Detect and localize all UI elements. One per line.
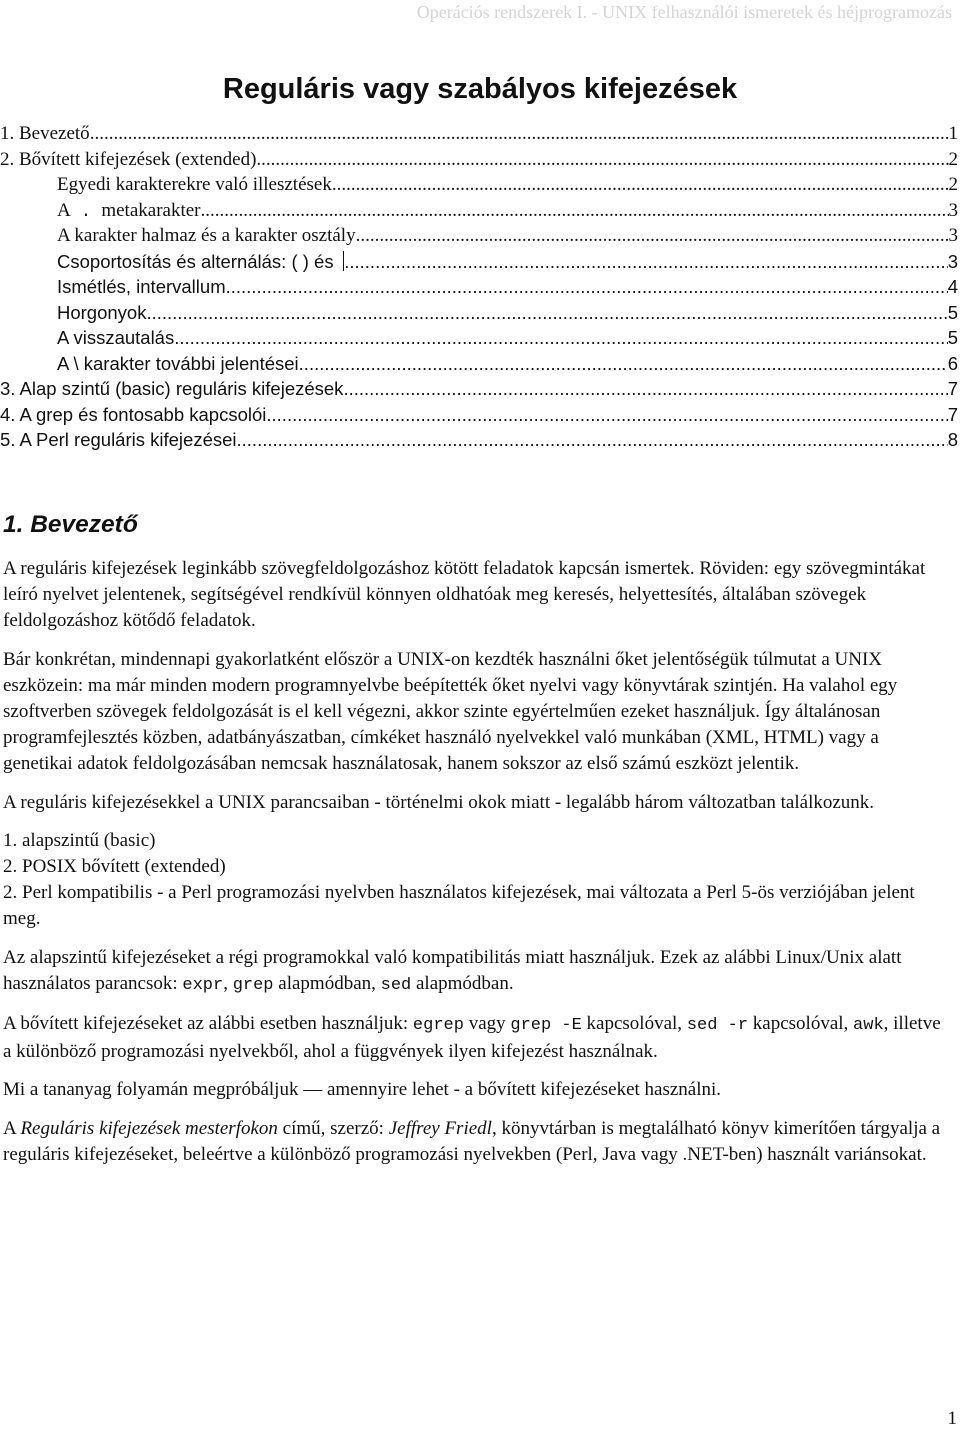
section-body bbox=[3, 556, 953, 1180]
toc-entry-page: 5 bbox=[947, 301, 958, 323]
toc-entry-page: 3 bbox=[948, 199, 958, 221]
toc-leader-dots bbox=[226, 274, 948, 300]
code-expr: expr bbox=[182, 975, 224, 995]
book-title: Reguláris kifejezések mesterfokon bbox=[20, 1117, 278, 1139]
toc-leader-dots bbox=[299, 351, 948, 377]
toc-entry[interactable] bbox=[0, 351, 958, 377]
toc-leader-dots bbox=[201, 198, 949, 224]
toc-entry-label: Egyedi karakterekre való illesztések bbox=[57, 174, 332, 195]
toc-entry[interactable] bbox=[0, 274, 958, 300]
toc-entry-label bbox=[0, 249, 344, 275]
paragraph bbox=[3, 1011, 953, 1065]
toc-leader-dots bbox=[332, 172, 949, 198]
toc-leader-dots bbox=[90, 121, 949, 147]
list-item: 1. alapszintű (basic) bbox=[3, 829, 156, 851]
toc-leader-dots bbox=[356, 223, 949, 249]
list-item: 2. POSIX bővített (extended) bbox=[3, 856, 226, 878]
toc-entry[interactable] bbox=[0, 223, 958, 249]
toc-entry-page: 2 bbox=[948, 174, 958, 195]
text-run: A bővített kifejezéseket az alábbi esetben használjuk: bbox=[3, 1013, 413, 1035]
toc-entry[interactable] bbox=[0, 300, 958, 326]
text-run: Az alapszintű kifejezéseket a régi programokkal való kompatibilitás miatt használjuk. Ezek az alábbi Linux/Unix alatt használatos parancsok: bbox=[3, 946, 902, 994]
toc-label-code: . bbox=[70, 202, 102, 222]
toc-label-part: A bbox=[57, 199, 71, 221]
code-grep: grep bbox=[232, 975, 274, 995]
toc-leader-dots bbox=[237, 427, 948, 453]
text-run: kapcsolóval, bbox=[748, 1013, 854, 1035]
text-run: , bbox=[223, 972, 233, 994]
text-run: kapcsolóval, bbox=[581, 1013, 687, 1035]
toc-entry-page: 6 bbox=[947, 352, 958, 374]
toc-entry-label: A karakter halmaz és a karakter osztály bbox=[57, 225, 356, 246]
paragraph bbox=[3, 1116, 953, 1168]
toc-leader-dots bbox=[343, 376, 947, 402]
toc-leader-dots bbox=[256, 147, 948, 173]
toc-label-part: Csoportosítás és alternálás: ( ) és bbox=[57, 250, 339, 272]
list-item: 2. Perl kompatibilis - a Perl programozási nyelvben használatos kifejezések, mai változata a Perl 5-ös verziójában jelent meg. bbox=[3, 882, 915, 930]
paragraph bbox=[3, 945, 953, 999]
text-run: című, szerző: bbox=[277, 1117, 389, 1139]
toc-leader-dots bbox=[174, 325, 947, 351]
code-sed: sed bbox=[380, 975, 412, 995]
toc-entry-page: 7 bbox=[947, 403, 958, 425]
toc-entry-label: 4. A grep és fontosabb kapcsolói bbox=[0, 403, 267, 425]
toc-entry-page: 8 bbox=[947, 429, 958, 450]
code-grep-e: grep -E bbox=[510, 1016, 582, 1036]
text-run: vagy bbox=[463, 1013, 511, 1035]
toc-entry-page: 3 bbox=[947, 250, 958, 272]
toc-entry[interactable] bbox=[0, 249, 958, 275]
toc-leader-dots bbox=[344, 249, 947, 275]
toc-entry[interactable] bbox=[0, 376, 958, 402]
toc-entry[interactable] bbox=[0, 427, 958, 453]
toc-entry-label: Horgonyok bbox=[57, 301, 147, 323]
paragraph: A reguláris kifejezések leginkább szövegfeldolgozáshoz kötött feladatok kapcsán ismertek. Röviden: egy szövegmintákat leíró nyelvet jelentenek, segítségével rendkívül könnyen oldhatóak meg keresés, helyettesítés, általában szövegek feldolgozáshoz kötődő feladatok. bbox=[3, 558, 926, 632]
toc-entry-page: 3 bbox=[948, 225, 958, 246]
toc-entry-label bbox=[0, 198, 201, 224]
toc-entry-label: A visszautalás bbox=[57, 327, 175, 348]
variant-list bbox=[3, 828, 953, 933]
text-run: , könyvtárban is megtalálható könyv kimerítően tárgyalja a reguláris kifejezéseket, beleértve a különböző programozási nyelvekben (Perl, Java vagy .NET-ben) használt variánsokat. bbox=[3, 1117, 941, 1165]
text-run: A bbox=[3, 1117, 21, 1139]
toc-entry-label: A \ karakter további jelentései bbox=[57, 352, 299, 374]
text-run: , illetve a különböző programozási nyelvekből, ahol a függvények ilyen kifejezést használnak. bbox=[3, 1013, 941, 1063]
toc-entry-page: 5 bbox=[947, 327, 958, 348]
code-awk: awk bbox=[853, 1016, 884, 1036]
code-sed-r: sed -r bbox=[686, 1016, 749, 1036]
text-run: alapmódban. bbox=[411, 972, 514, 994]
toc-entry-label: Ismétlés, intervallum bbox=[57, 276, 226, 297]
code-egrep: egrep bbox=[412, 1016, 464, 1036]
page-number: 1 bbox=[947, 1408, 957, 1429]
toc-entry-label: 3. Alap szintű (basic) reguláris kifejezések bbox=[0, 378, 344, 399]
document-title: Reguláris vagy szabályos kifejezések bbox=[222, 73, 738, 105]
toc-entry-page: 7 bbox=[947, 378, 958, 399]
toc-entry-label: 1. Bevezető bbox=[0, 123, 90, 144]
toc-entry-page: 2 bbox=[948, 148, 958, 170]
paragraph: Bár konkrétan, mindennapi gyakorlatként először a UNIX-on kezdték használni őket jelentőségük túlmutat a UNIX eszközein: ma már minden modern programnyelvbe beépítették őket nyelvi vagy könyvtárak szintjén. Ha valahol egy szoftverben szövegek feldolgozását is el kell végezni, akkor szinte egyértelműen ezeket használjuk. Így általánosan programfejlesztés közben, adatbányászatban, címkéket használó nyelvekkel való munkában (XML, HTML) vagy a genetikai adatok feldolgozásában nemcsak használatosak, hanem sokszor az első számú eszközt jelentik. bbox=[3, 648, 898, 775]
toc-entry[interactable] bbox=[0, 198, 958, 224]
table-of-contents bbox=[0, 121, 958, 453]
paragraph: Mi a tananyag folyamán megpróbáljuk — amennyire lehet - a bővített kifejezéseket használni. bbox=[3, 1079, 722, 1101]
toc-leader-dots bbox=[146, 300, 947, 326]
section-heading: 1. Bevezető bbox=[3, 511, 138, 538]
toc-entry[interactable] bbox=[0, 402, 958, 428]
toc-entry[interactable] bbox=[0, 121, 958, 147]
toc-leader-dots bbox=[266, 402, 947, 428]
toc-entry-label: 5. A Perl reguláris kifejezései bbox=[0, 429, 237, 450]
toc-label-part: metakarakter bbox=[101, 199, 201, 221]
toc-entry-page: 4 bbox=[947, 276, 958, 297]
text-run: alapmódban, bbox=[273, 972, 381, 994]
running-header: Operációs rendszerek I. - UNIX felhasználói ismeretek és héjprogramozás bbox=[416, 2, 952, 22]
author-name: Jeffrey Friedl bbox=[388, 1117, 492, 1139]
toc-entry[interactable] bbox=[0, 147, 958, 173]
toc-entry[interactable] bbox=[0, 325, 958, 351]
paragraph: A reguláris kifejezésekkel a UNIX parancsaiban - történelmi okok miatt - legalább három változatban találkozunk. bbox=[3, 791, 875, 813]
toc-entry-page: 1 bbox=[948, 123, 958, 144]
toc-entry-label: 2. Bővített kifejezések (extended) bbox=[0, 148, 257, 170]
toc-entry[interactable] bbox=[0, 172, 958, 198]
